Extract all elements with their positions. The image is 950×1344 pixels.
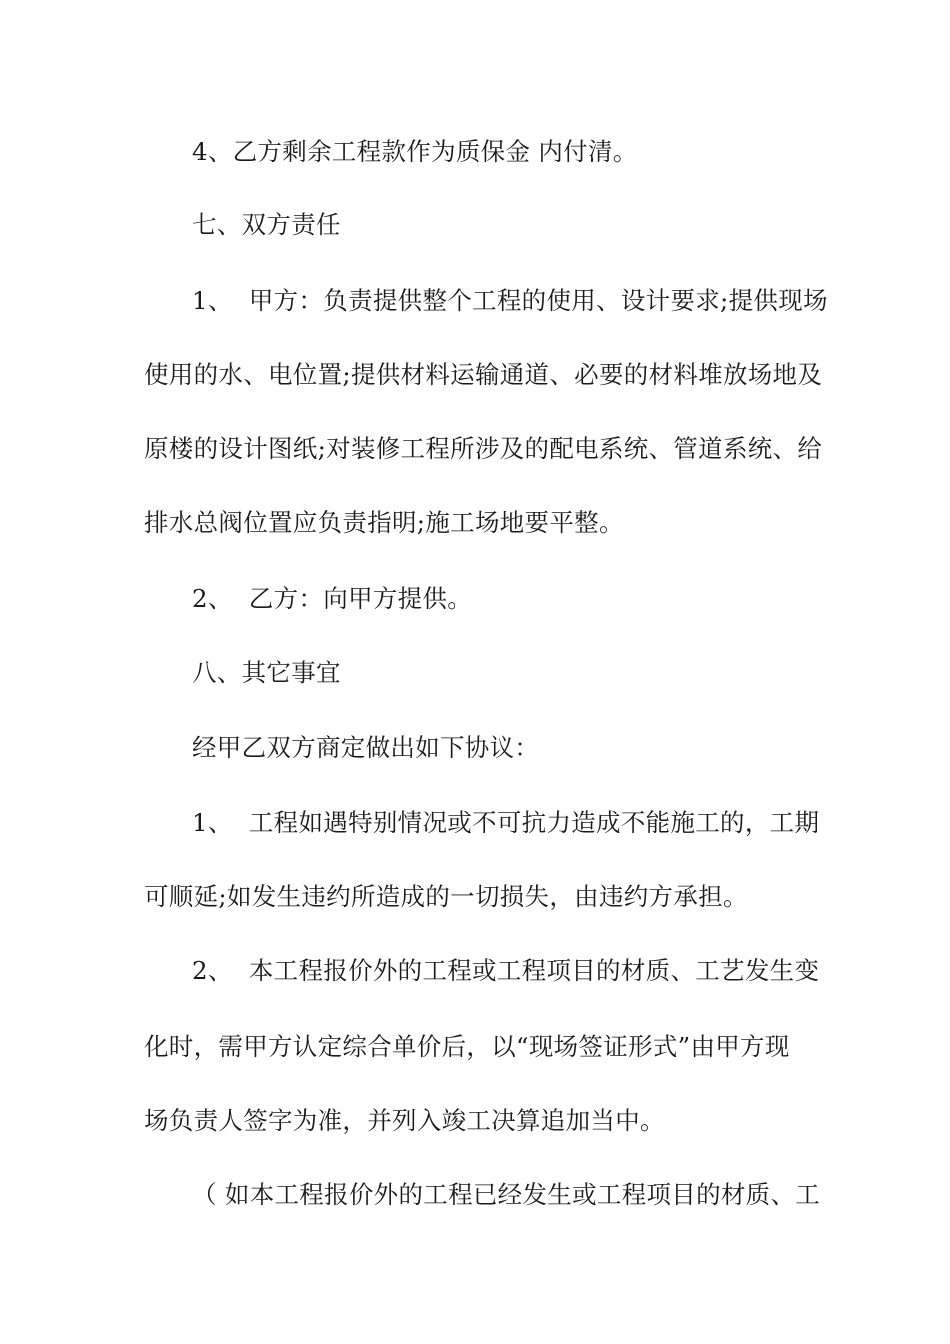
text-line-7: 2、 乙方：向甲方提供。	[192, 584, 473, 613]
text-line-9: 经甲乙双方商定做出如下协议：	[192, 733, 540, 762]
text-line-10: 1、 工程如遇特别情况或不可抗力造成不能施工的，工期	[192, 808, 820, 837]
text-line-3: 1、 甲方：负责提供整个工程的使用、设计要求;提供现场	[192, 286, 828, 315]
text-line-1: 4、乙方剩余工程款作为质保金 内付清。	[192, 137, 638, 166]
text-line-13: 化时，需甲方认定综合单价后，以“现场签证形式”由甲方现	[144, 1032, 790, 1061]
section-heading-7: 七、双方责任	[192, 210, 341, 239]
text-line-4: 使用的水、电位置;提供材料运输通道、必要的材料堆放场地及	[144, 360, 823, 389]
text-line-6: 排水总阀位置应负责指明;施工场地要平整。	[144, 508, 624, 537]
section-heading-8: 八、其它事宜	[192, 658, 341, 687]
text-line-5: 原楼的设计图纸;对装修工程所涉及的配电系统、管道系统、给	[144, 434, 823, 463]
text-line-14: 场负责人签字为准，并列入竣工决算追加当中。	[144, 1106, 665, 1135]
text-line-15: （ 如本工程报价外的工程已经发生或工程项目的材质、工	[192, 1180, 821, 1209]
text-line-12: 2、 本工程报价外的工程或工程项目的材质、工艺发生变	[192, 956, 820, 985]
text-line-11: 可顺延;如发生违约所造成的一切损失，由违约方承担。	[144, 882, 748, 911]
